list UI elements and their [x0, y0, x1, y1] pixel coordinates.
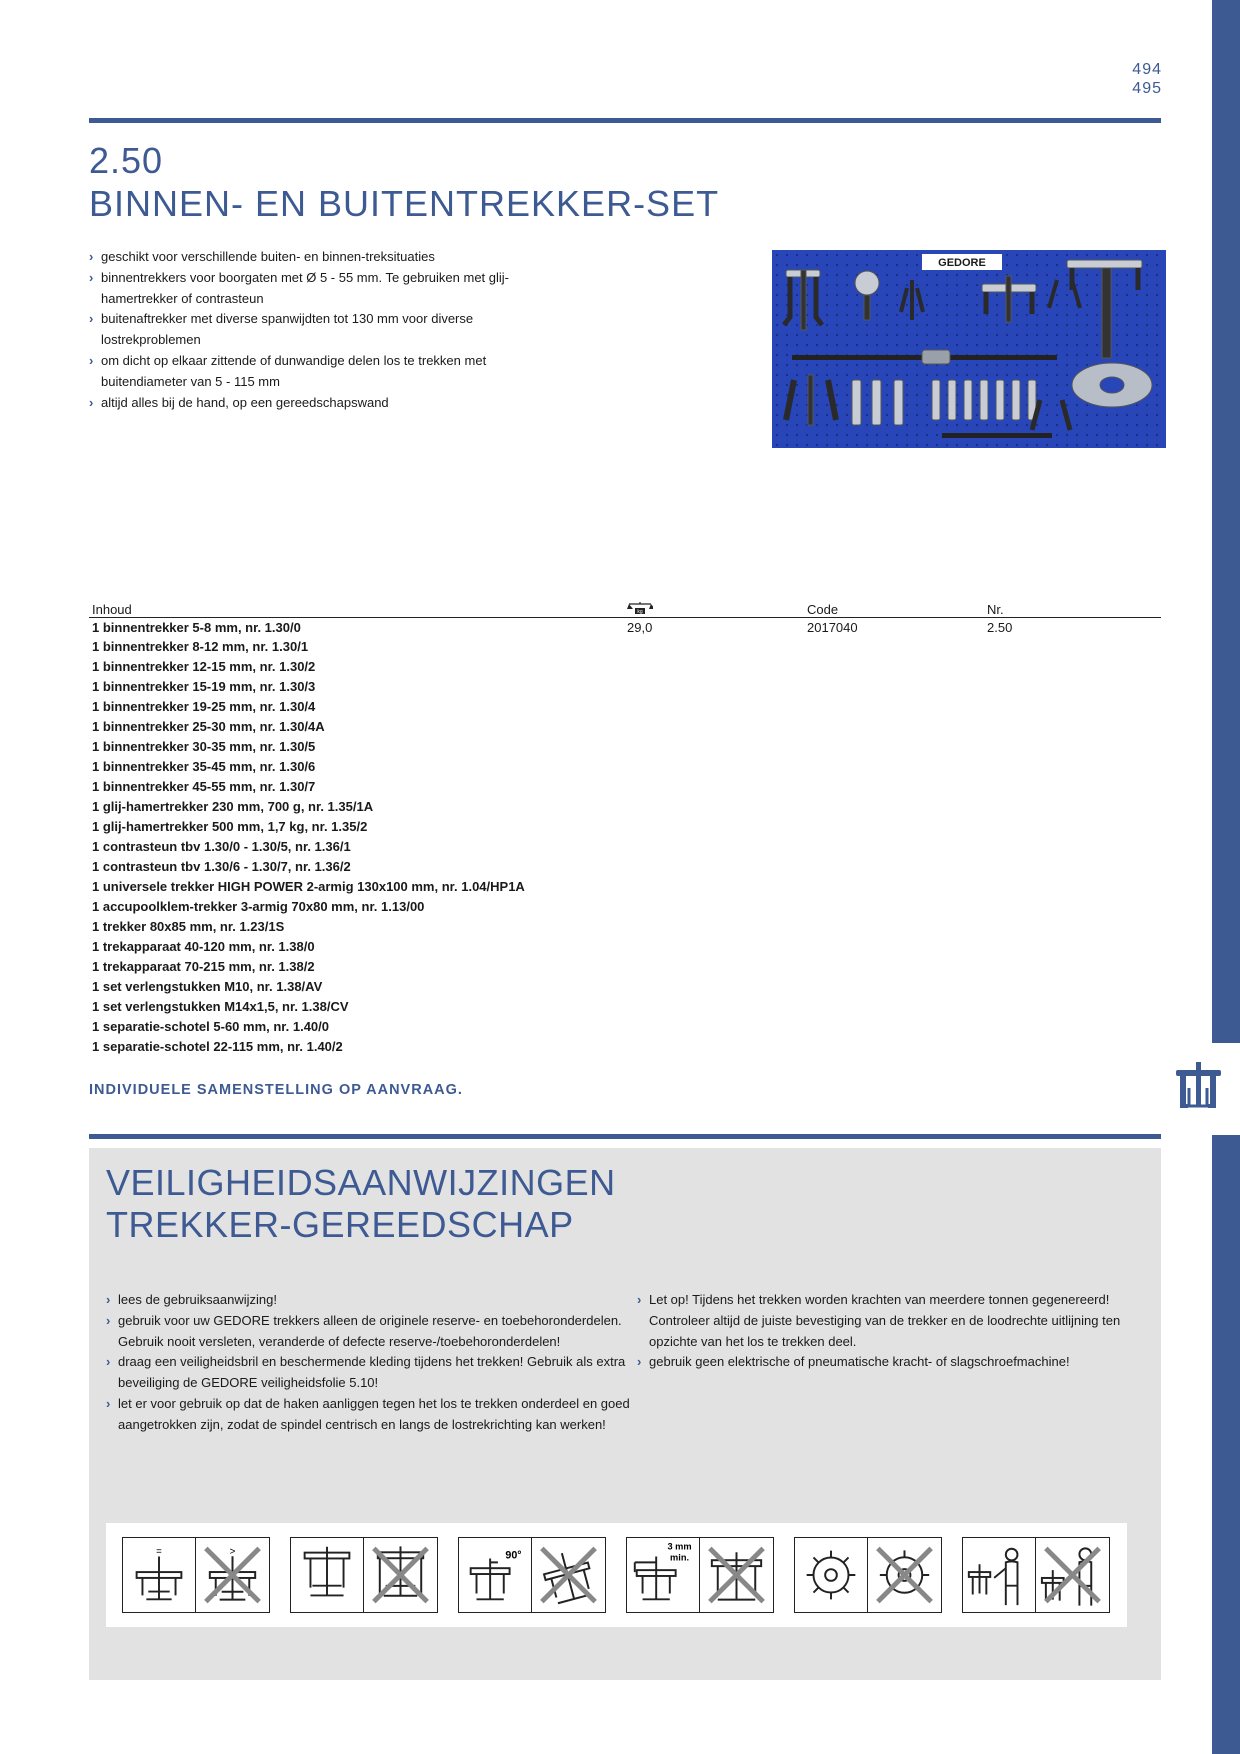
worker-with-protection-icon: [963, 1538, 1036, 1612]
code-cell: 2017040: [807, 619, 858, 635]
header-contents: Inhoud: [89, 598, 624, 617]
puller-min-gap-icon: [627, 1538, 700, 1612]
pictogram-pair-alignment: [122, 1537, 270, 1613]
feature-text: binnentrekkers voor boorgaten met Ø 5 - 55 mm. Te gebruiken met glij-hamertrekker of contrasteun: [101, 269, 510, 306]
table-row: [89, 857, 1161, 877]
item-cell: 1 set verlengstukken M10, nr. 1.38/AV: [92, 979, 323, 994]
safety-item: [106, 1290, 631, 1311]
puller-tilted-crossed-icon: [532, 1538, 605, 1612]
top-divider: [89, 118, 1161, 123]
item-cell: 1 glij-hamertrekker 230 mm, 700 g, nr. 1.35/1A: [92, 799, 374, 814]
table-row: [89, 697, 1161, 717]
feature-list: [89, 247, 549, 413]
item-cell: 1 binnentrekker 19-25 mm, nr. 1.30/4: [92, 699, 316, 714]
page-number-right: 495: [1132, 80, 1162, 97]
safety-title: [106, 1162, 616, 1246]
item-cell: 1 trekapparaat 40-120 mm, nr. 1.38/0: [92, 939, 315, 954]
chevron-right-icon: ›: [106, 1312, 111, 1328]
feature-item: [89, 309, 549, 351]
chevron-right-icon: ›: [106, 1395, 111, 1411]
item-cell: 1 binnentrekker 45-55 mm, nr. 1.30/7: [92, 779, 316, 794]
safety-text: lees de gebruiksaanwijzing!: [118, 1292, 277, 1307]
table-row: [89, 917, 1161, 937]
safety-text: draag een veiligheidsbril en beschermende kleding tijdens het trekken! Gebruik als extra beveiliging de GEDORE veiligheidsfolie 5.10!: [118, 1354, 626, 1391]
safety-list-right: [637, 1290, 1137, 1373]
chevron-right-icon: ›: [89, 394, 94, 410]
item-cell: 1 binnentrekker 5-8 mm, nr. 1.30/0: [92, 619, 301, 635]
feature-text: altijd alles bij de hand, op een gereedschapswand: [101, 394, 389, 410]
table-row: [89, 717, 1161, 737]
pictogram-gap-label-2: min.: [670, 1552, 690, 1563]
safety-item: [106, 1352, 631, 1394]
scale-weight-icon: [627, 600, 653, 614]
pictogram-pair-protection: [962, 1537, 1110, 1613]
feature-item: [89, 393, 549, 414]
table-row: [89, 817, 1161, 837]
item-cell: 1 universele trekker HIGH POWER 2-armig 130x100 mm, nr. 1.04/HP1A: [92, 879, 525, 894]
table-row: [89, 737, 1161, 757]
safety-divider: [89, 1134, 1161, 1139]
table-row: [89, 797, 1161, 817]
puller-right-angle-icon: [459, 1538, 532, 1612]
chevron-right-icon: ›: [106, 1354, 111, 1370]
safety-item: [637, 1352, 1137, 1373]
table-row: [89, 877, 1161, 897]
table-row: [89, 1037, 1161, 1057]
item-cell: 1 contrasteun tbv 1.30/6 - 1.30/7, nr. 1.36/2: [92, 859, 351, 874]
pictogram-pair-angle: [458, 1537, 606, 1613]
table-row: [89, 617, 1161, 637]
page-number-left: 494: [1132, 61, 1162, 78]
pictogram-angle-label: 90°: [505, 1549, 522, 1562]
side-color-bar: [1212, 0, 1240, 1754]
worker-without-protection-crossed-icon: [1036, 1538, 1109, 1612]
safety-text: gebruik voor uw GEDORE trekkers alleen de originele reserve- en toebehoronderdelen. Gebruik nooit versleten, veranderde of defecte reserve-/toebehoronderdelen!: [118, 1312, 622, 1349]
safety-pictogram-strip: [106, 1523, 1127, 1627]
custom-assembly-note: INDIVIDUELE SAMENSTELLING OP AANVRAAG.: [89, 1082, 463, 1098]
item-cell: 1 accupoolklem-trekker 3-armig 70x80 mm, nr. 1.13/00: [92, 899, 425, 914]
puller-hooks-engaged-icon: [291, 1538, 364, 1612]
puller-aligned-icon: [123, 1538, 196, 1612]
weight-icon-label: kg: [637, 608, 643, 614]
section-title: BINNEN- EN BUITENTREKKER-SET: [89, 183, 720, 224]
gear-intact-icon: [795, 1538, 868, 1612]
safety-title-line1: VEILIGHEIDSAANWIJZINGEN: [106, 1162, 616, 1203]
chevron-right-icon: ›: [637, 1292, 642, 1307]
table-row: [89, 657, 1161, 677]
safety-text: Let op! Tijdens het trekken worden krachten van meerdere tonnen gegenereerd! Controleer altijd de juiste bevestiging van de trekker en de loodrechte uitlijning ten opzichte van het los te trekken deel.: [649, 1292, 1121, 1349]
item-cell: 1 binnentrekker 15-19 mm, nr. 1.30/3: [92, 679, 316, 694]
feature-item: [89, 268, 549, 310]
item-cell: 1 glij-hamertrekker 500 mm, 1,7 kg, nr. 1.35/2: [92, 819, 368, 834]
table-row: [89, 897, 1161, 917]
item-cell: 1 binnentrekker 35-45 mm, nr. 1.30/6: [92, 759, 316, 774]
table-row: [89, 777, 1161, 797]
item-cell: 1 separatie-schotel 5-60 mm, nr. 1.40/0: [92, 1019, 330, 1034]
table-row: [89, 977, 1161, 997]
pictogram-pair-hooks: [290, 1537, 438, 1613]
pictogram-gap-label-1: 3 mm: [667, 1541, 692, 1552]
table-row: [89, 1017, 1161, 1037]
contents-table: [89, 598, 1161, 1057]
pictogram-greater-label: >: [229, 1546, 236, 1558]
pictogram-pair-gear: [794, 1537, 942, 1613]
safety-item: [106, 1394, 631, 1436]
photo-brand-label: GEDORE: [938, 257, 986, 269]
puller-chapter-icon: [1172, 1060, 1224, 1116]
item-cell: 1 separatie-schotel 22-115 mm, nr. 1.40/2: [92, 1039, 343, 1054]
header-number: Nr.: [984, 598, 1161, 617]
chevron-right-icon: ›: [89, 269, 94, 285]
item-cell: 1 binnentrekker 25-30 mm, nr. 1.30/4A: [92, 719, 325, 734]
item-cell: 1 set verlengstukken M14x1,5, nr. 1.38/CV: [92, 999, 349, 1014]
safety-text: gebruik geen elektrische of pneumatische kracht- of slagschroefmachine!: [649, 1354, 1070, 1370]
table-row: [89, 937, 1161, 957]
chevron-right-icon: ›: [89, 352, 94, 368]
header-weight: [624, 598, 804, 617]
safety-list-left: [106, 1290, 631, 1436]
chevron-right-icon: ›: [89, 311, 94, 327]
item-cell: 1 trekker 80x85 mm, nr. 1.23/1S: [92, 919, 285, 934]
weight-cell: 29,0: [627, 619, 653, 635]
table-row: [89, 837, 1161, 857]
item-cell: 1 contrasteun tbv 1.30/0 - 1.30/5, nr. 1.36/1: [92, 839, 351, 854]
table-row: [89, 997, 1161, 1017]
table-row: [89, 677, 1161, 697]
safety-panel: [89, 1148, 1161, 1680]
safety-title-line2: TREKKER-GEREEDSCHAP: [106, 1204, 574, 1245]
table-row: [89, 637, 1161, 657]
feature-text: geschikt voor verschillende buiten- en binnen-treksituaties: [101, 249, 435, 264]
page-numbers: [1132, 60, 1162, 98]
feature-item: [89, 351, 549, 393]
pictogram-pair-gap: [626, 1537, 774, 1613]
safety-text: let er voor gebruik op dat de haken aanliggen tegen het los te trekken onderdeel en goed aangetrokken zijn, zodat de spindel centrisch en langs de lostrekrichting kan werken!: [118, 1395, 630, 1432]
table-header-row: [89, 598, 1161, 617]
item-cell: 1 binnentrekker 30-35 mm, nr. 1.30/5: [92, 739, 316, 754]
feature-text: buitenaftrekker met diverse spanwijdten tot 130 mm voor diverse lostrekproblemen: [101, 311, 474, 348]
safety-item: [106, 1311, 631, 1353]
item-cell: 1 trekapparaat 70-215 mm, nr. 1.38/2: [92, 959, 315, 974]
item-cell: 1 binnentrekker 8-12 mm, nr. 1.30/1: [92, 639, 309, 654]
table-row: [89, 957, 1161, 977]
feature-item: [89, 247, 549, 268]
item-cell: 1 binnentrekker 12-15 mm, nr. 1.30/2: [92, 659, 316, 674]
chevron-right-icon: ›: [106, 1292, 111, 1307]
chevron-right-icon: ›: [89, 249, 94, 264]
feature-text: om dicht op elkaar zittende of dunwandige delen los te trekken met buitendiameter van 5 - 115 mm: [101, 352, 487, 389]
pictogram-equal-label: =: [156, 1546, 162, 1558]
product-photo-tool-wall: [772, 250, 1166, 448]
number-cell: 2.50: [987, 619, 1013, 635]
section-number: 2.50: [89, 140, 164, 181]
table-row: [89, 757, 1161, 777]
puller-hooks-loose-crossed-icon: [364, 1538, 437, 1612]
puller-no-gap-crossed-icon: [700, 1538, 773, 1612]
header-code: Code: [804, 598, 984, 617]
safety-item: [637, 1290, 1137, 1352]
puller-misaligned-crossed-icon: [196, 1538, 269, 1612]
chevron-right-icon: ›: [637, 1354, 642, 1370]
gear-damaged-crossed-icon: [868, 1538, 941, 1612]
